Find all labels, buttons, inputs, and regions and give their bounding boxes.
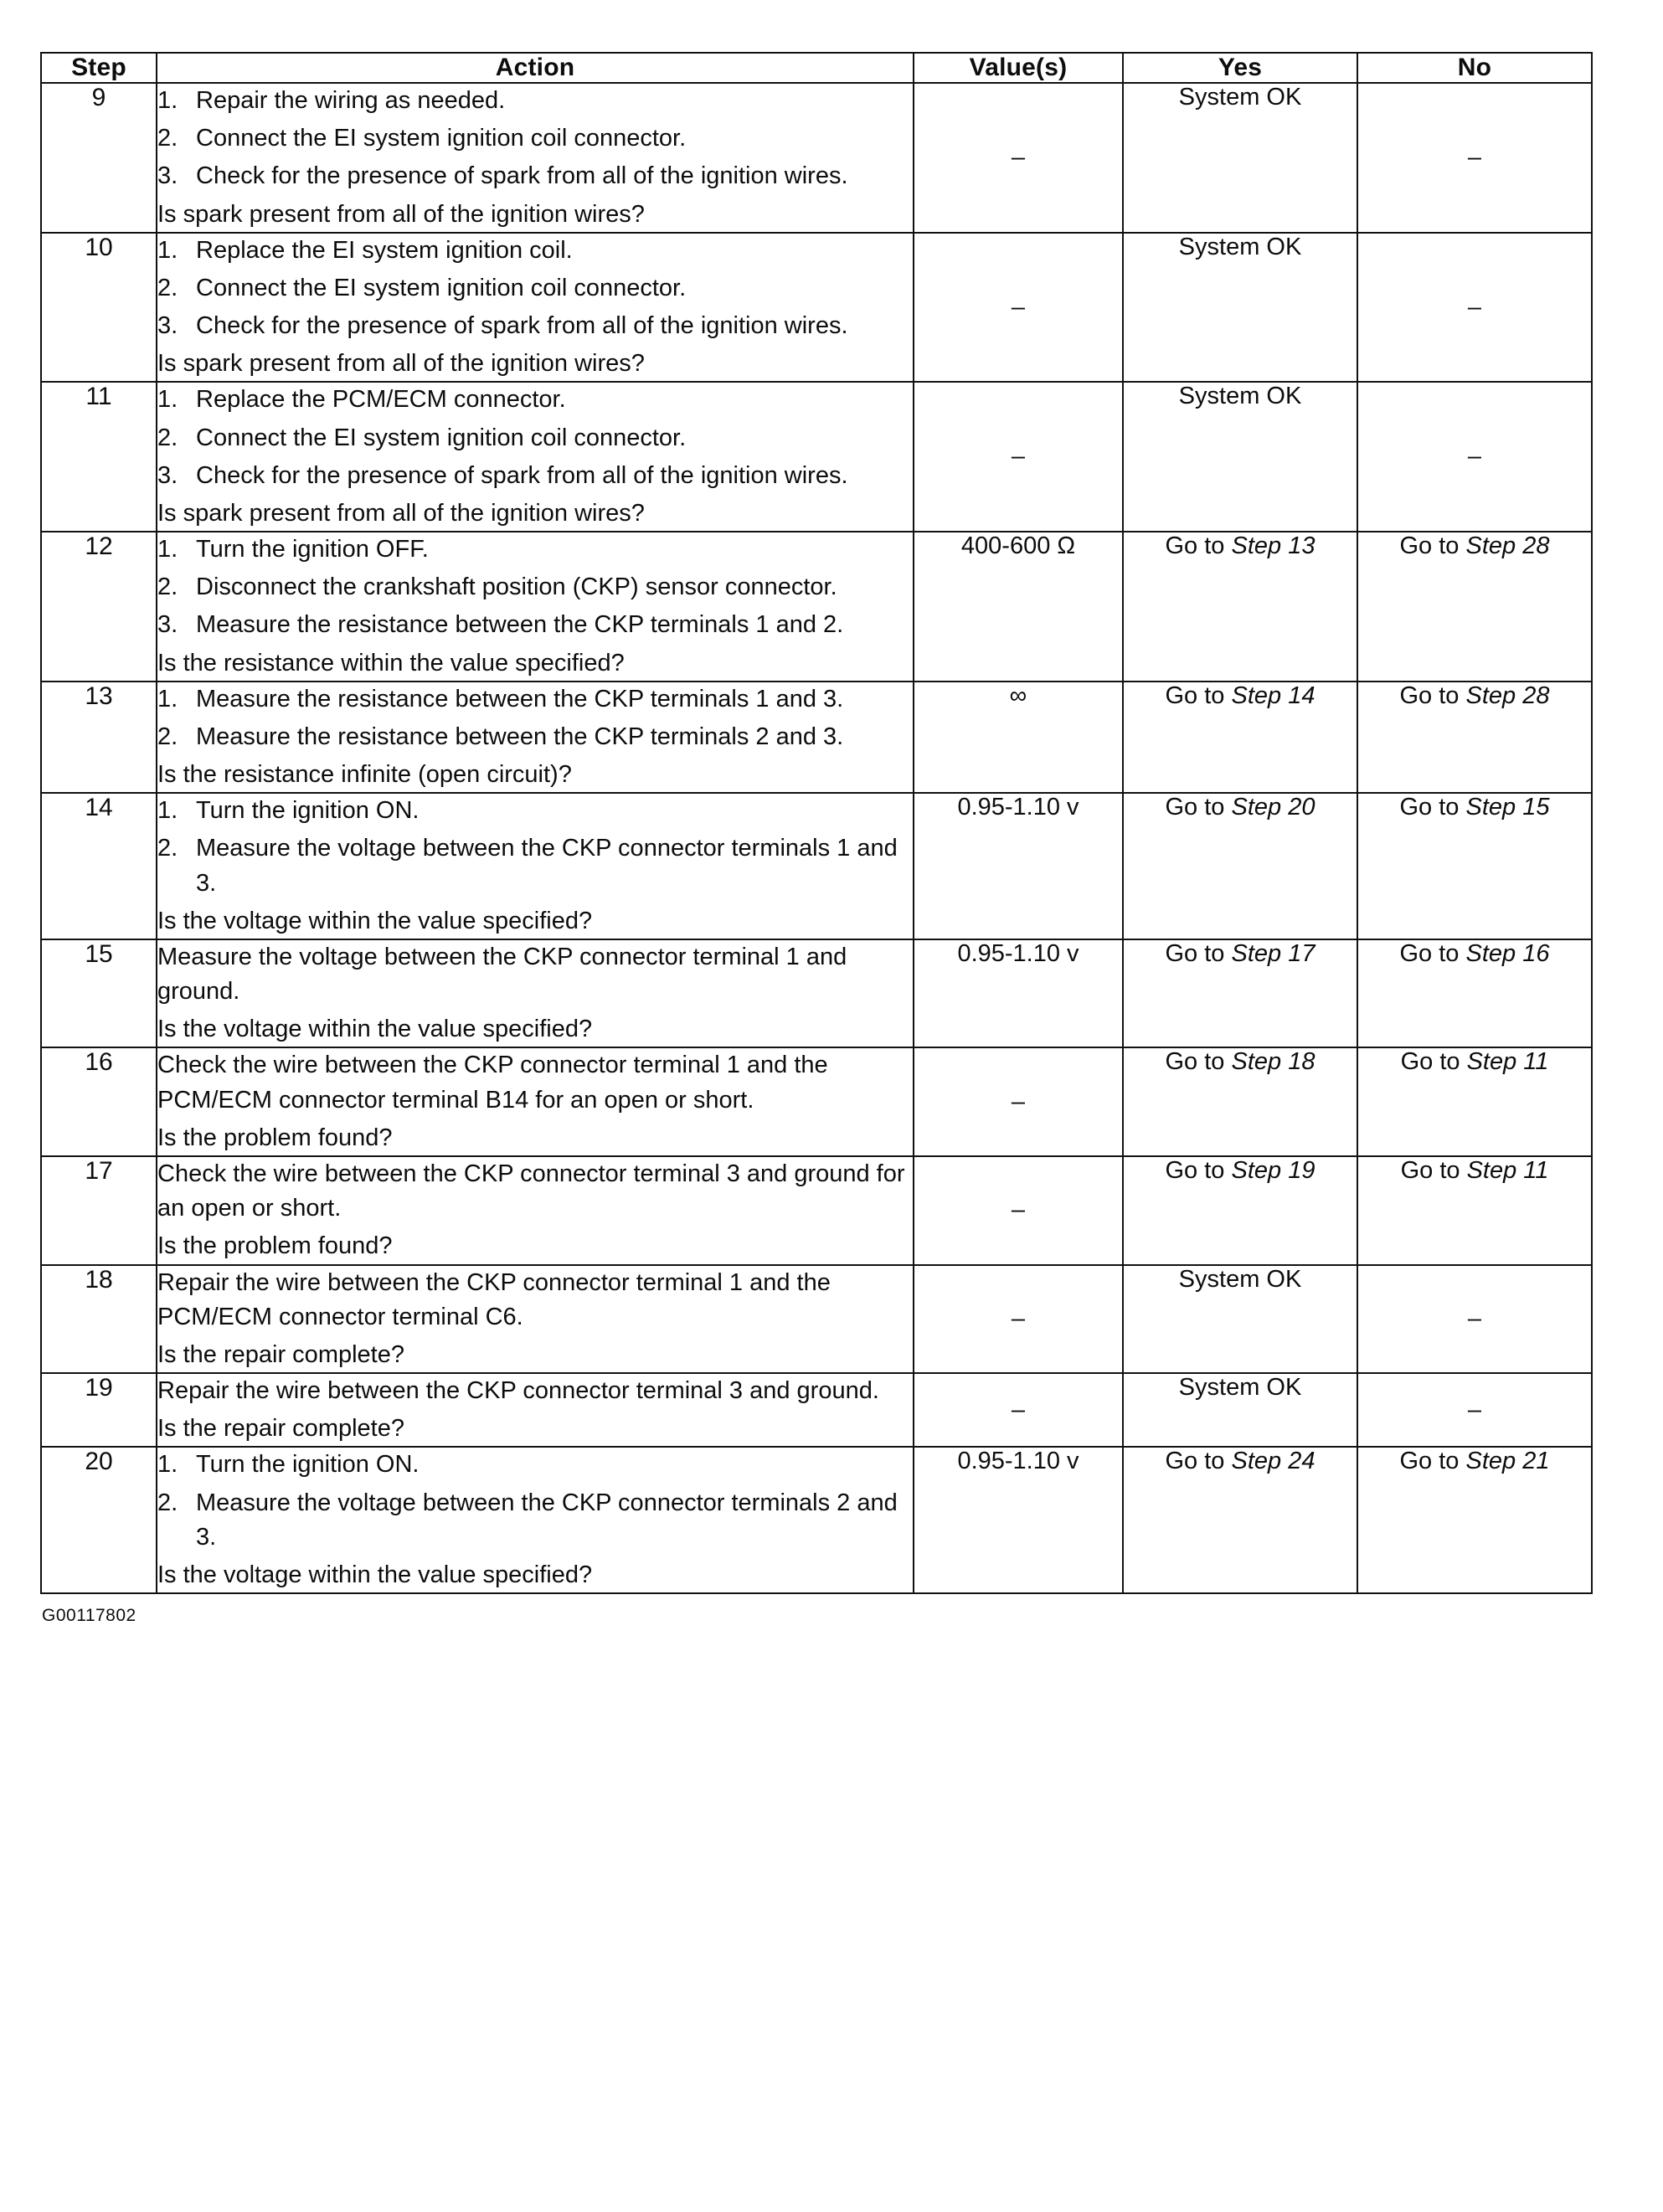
action-text: Repair the wire between the CKP connector terminal 3 and ground. xyxy=(157,1377,879,1405)
action-step-text: Turn the ignition OFF. xyxy=(196,536,429,563)
action-step-number: 2. xyxy=(157,424,178,451)
action-step-item xyxy=(157,271,913,306)
value-text: – xyxy=(1011,443,1026,471)
action-step-text: Measure the resistance between the CKP terminals 1 and 2. xyxy=(196,611,844,639)
action-step-item xyxy=(157,84,913,118)
action-step-item xyxy=(157,831,913,900)
action-question: Is the voltage within the value specified? xyxy=(157,1016,593,1043)
value-text: – xyxy=(1011,1396,1026,1423)
action-step-number: 1. xyxy=(157,797,178,825)
cell-yes xyxy=(1123,233,1357,383)
action-question: Is the repair complete? xyxy=(157,1340,404,1368)
value-text: 0.95-1.10 v xyxy=(957,794,1079,821)
cell-yes xyxy=(1123,682,1357,794)
cell-yes xyxy=(1123,1156,1357,1265)
yes-value: Go to Step 19 xyxy=(1165,1156,1315,1184)
table-row xyxy=(41,1447,1592,1593)
cell-step: 11 xyxy=(41,382,157,532)
table-row xyxy=(41,682,1592,794)
action-step-number: 1. xyxy=(157,87,178,114)
table-row xyxy=(41,1373,1592,1447)
action-question: Is spark present from all of the ignition wires? xyxy=(157,499,645,527)
yes-value: System OK xyxy=(1178,383,1302,410)
action-question: Is the problem found? xyxy=(157,1232,393,1260)
action-text: Check the wire between the CKP connector terminal 3 and ground for an open or short. xyxy=(157,1160,905,1222)
cell-yes xyxy=(1123,1447,1357,1593)
cell-action xyxy=(157,532,914,682)
cell-value xyxy=(914,1047,1123,1156)
action-step-text: Connect the EI system ignition coil connector. xyxy=(196,424,687,451)
cell-action xyxy=(157,83,914,233)
action-step-item xyxy=(157,532,913,567)
cell-yes xyxy=(1123,1373,1357,1447)
table-row xyxy=(41,1265,1592,1374)
action-question: Is the voltage within the value specified? xyxy=(157,1561,593,1588)
cell-yes xyxy=(1123,1047,1357,1156)
action-question: Is the problem found? xyxy=(157,1124,393,1151)
action-question: Is the repair complete? xyxy=(157,1415,404,1443)
no-step-reference: Step 15 xyxy=(1465,794,1550,821)
value-text: 400-600 Ω xyxy=(960,532,1076,560)
cell-no xyxy=(1357,1156,1592,1265)
cell-yes xyxy=(1123,382,1357,532)
action-question: Is the resistance infinite (open circuit)? xyxy=(157,761,572,789)
cell-step: 19 xyxy=(41,1373,157,1447)
action-step-item xyxy=(157,570,913,604)
cell-yes xyxy=(1123,83,1357,233)
no-step-reference: Step 28 xyxy=(1465,532,1550,560)
yes-value: System OK xyxy=(1178,1265,1302,1293)
no-value: – xyxy=(1467,1396,1482,1423)
no-step-reference: Step 28 xyxy=(1465,682,1550,709)
action-question: Is the voltage within the value specified? xyxy=(157,907,593,934)
cell-value xyxy=(914,1447,1123,1593)
action-step-text: Replace the PCM/ECM connector. xyxy=(196,386,566,414)
value-text: – xyxy=(1011,1304,1026,1332)
yes-value: System OK xyxy=(1178,233,1302,260)
yes-value: Go to Step 17 xyxy=(1165,939,1315,967)
cell-value xyxy=(914,382,1123,532)
cell-step: 16 xyxy=(41,1047,157,1156)
yes-value: System OK xyxy=(1178,1374,1302,1402)
cell-action xyxy=(157,939,914,1048)
action-step-number: 1. xyxy=(157,386,178,414)
table-row xyxy=(41,793,1592,939)
action-step-item xyxy=(157,459,913,493)
cell-action xyxy=(157,382,914,532)
action-text: Repair the wire between the CKP connector terminal 1 and the PCM/ECM connector terminal C6. xyxy=(157,1268,831,1330)
value-text: – xyxy=(1011,1196,1026,1224)
cell-step: 10 xyxy=(41,233,157,383)
action-step-number: 2. xyxy=(157,274,178,301)
action-step-text: Disconnect the crankshaft position (CKP) sensor connector. xyxy=(196,574,837,601)
table-row xyxy=(41,532,1592,682)
action-step-item xyxy=(157,309,913,343)
cell-no xyxy=(1357,793,1592,939)
cell-no xyxy=(1357,83,1592,233)
yes-step-reference: Step 19 xyxy=(1231,1156,1315,1184)
action-step-list xyxy=(157,383,913,493)
yes-step-reference: Step 18 xyxy=(1231,1048,1315,1076)
action-step-number: 2. xyxy=(157,723,178,750)
action-question: Is spark present from all of the ignition wires? xyxy=(157,200,645,228)
cell-no xyxy=(1357,939,1592,1048)
no-value: – xyxy=(1467,443,1482,471)
action-step-number: 2. xyxy=(157,835,178,862)
action-step-item xyxy=(157,1486,913,1555)
action-step-item xyxy=(157,234,913,268)
cell-step: 9 xyxy=(41,83,157,233)
cell-no xyxy=(1357,233,1592,383)
column-header-value: Value(s) xyxy=(914,53,1123,83)
cell-action xyxy=(157,682,914,794)
action-step-item xyxy=(157,159,913,193)
action-step-item xyxy=(157,608,913,642)
cell-step: 14 xyxy=(41,793,157,939)
no-value: Go to Step 28 xyxy=(1399,532,1550,560)
action-step-list xyxy=(157,84,913,194)
action-text: Check the wire between the CKP connector terminal 1 and the PCM/ECM connector terminal B14 for an open or short. xyxy=(157,1052,828,1114)
action-step-list xyxy=(157,234,913,344)
action-step-text: Check for the presence of spark from all of the ignition wires. xyxy=(196,312,848,340)
table-row xyxy=(41,233,1592,383)
no-step-reference: Step 16 xyxy=(1465,939,1550,967)
yes-value: System OK xyxy=(1178,84,1302,111)
action-step-list xyxy=(157,532,913,643)
table-row xyxy=(41,1156,1592,1265)
action-question: Is the resistance within the value specified? xyxy=(157,649,625,676)
yes-value: Go to Step 14 xyxy=(1165,682,1315,709)
column-header-step: Step xyxy=(41,53,157,83)
yes-step-reference: Step 24 xyxy=(1231,1448,1315,1475)
action-step-number: 3. xyxy=(157,312,178,340)
action-question: Is spark present from all of the ignition wires? xyxy=(157,350,645,378)
cell-no xyxy=(1357,1373,1592,1447)
action-step-item xyxy=(157,720,913,754)
value-text: 0.95-1.10 v xyxy=(957,939,1079,967)
action-step-number: 3. xyxy=(157,611,178,639)
cell-action xyxy=(157,1265,914,1374)
action-text: Measure the voltage between the CKP connector terminal 1 and ground. xyxy=(157,943,847,1006)
column-header-action: Action xyxy=(157,53,914,83)
action-step-text: Replace the EI system ignition coil. xyxy=(196,236,573,264)
action-step-number: 2. xyxy=(157,125,178,152)
value-text: – xyxy=(1011,143,1026,171)
no-value: Go to Step 15 xyxy=(1399,794,1550,821)
cell-no xyxy=(1357,1265,1592,1374)
cell-step: 18 xyxy=(41,1265,157,1374)
yes-value: Go to Step 20 xyxy=(1165,794,1315,821)
no-value: Go to Step 21 xyxy=(1399,1448,1550,1475)
no-step-reference: Step 21 xyxy=(1465,1448,1550,1475)
action-step-text: Measure the voltage between the CKP connector terminals 1 and 3. xyxy=(196,835,898,897)
action-step-text: Turn the ignition ON. xyxy=(196,1451,420,1479)
cell-no xyxy=(1357,532,1592,682)
yes-value: Go to Step 24 xyxy=(1165,1448,1315,1475)
action-step-item xyxy=(157,682,913,717)
cell-action xyxy=(157,1047,914,1156)
header-row xyxy=(41,53,1592,83)
column-header-yes: Yes xyxy=(1123,53,1357,83)
cell-action xyxy=(157,233,914,383)
yes-value: Go to Step 13 xyxy=(1165,532,1315,560)
cell-no xyxy=(1357,1447,1592,1593)
value-text: – xyxy=(1011,1088,1026,1115)
cell-step: 17 xyxy=(41,1156,157,1265)
yes-step-reference: Step 13 xyxy=(1231,532,1315,560)
no-value: Go to Step 16 xyxy=(1399,939,1550,967)
action-step-number: 1. xyxy=(157,1451,178,1479)
cell-value xyxy=(914,532,1123,682)
yes-step-reference: Step 14 xyxy=(1231,682,1315,709)
yes-value: Go to Step 18 xyxy=(1165,1048,1315,1076)
action-step-number: 3. xyxy=(157,461,178,489)
cell-value xyxy=(914,939,1123,1048)
cell-no xyxy=(1357,1047,1592,1156)
cell-step: 12 xyxy=(41,532,157,682)
cell-yes xyxy=(1123,939,1357,1048)
action-step-number: 1. xyxy=(157,236,178,264)
no-value: – xyxy=(1467,1304,1482,1332)
no-value: Go to Step 11 xyxy=(1400,1156,1549,1184)
cell-value xyxy=(914,1265,1123,1374)
no-value: Go to Step 28 xyxy=(1399,682,1550,709)
no-value: – xyxy=(1467,293,1482,321)
cell-step: 20 xyxy=(41,1447,157,1593)
value-text: – xyxy=(1011,293,1026,321)
cell-step: 15 xyxy=(41,939,157,1048)
cell-yes xyxy=(1123,1265,1357,1374)
table-row xyxy=(41,382,1592,532)
table-row xyxy=(41,83,1592,233)
table-header xyxy=(41,53,1592,83)
action-step-number: 2. xyxy=(157,574,178,601)
action-step-item xyxy=(157,383,913,417)
action-step-text: Check for the presence of spark from all of the ignition wires. xyxy=(196,461,848,489)
action-step-text: Measure the resistance between the CKP terminals 1 and 3. xyxy=(196,685,844,712)
action-step-number: 2. xyxy=(157,1489,178,1516)
table-body xyxy=(41,83,1592,1593)
action-step-item xyxy=(157,794,913,828)
action-step-list xyxy=(157,794,913,901)
cell-no xyxy=(1357,682,1592,794)
value-text: 0.95-1.10 v xyxy=(957,1448,1079,1475)
action-step-number: 3. xyxy=(157,162,178,190)
yes-step-reference: Step 17 xyxy=(1231,939,1315,967)
cell-value xyxy=(914,233,1123,383)
action-step-text: Repair the wiring as needed. xyxy=(196,87,506,114)
cell-value xyxy=(914,682,1123,794)
action-step-number: 1. xyxy=(157,536,178,563)
table-row xyxy=(41,939,1592,1048)
action-step-text: Connect the EI system ignition coil connector. xyxy=(196,274,687,301)
cell-no xyxy=(1357,382,1592,532)
no-value: Go to Step 11 xyxy=(1400,1048,1549,1076)
action-step-text: Measure the voltage between the CKP connector terminals 2 and 3. xyxy=(196,1489,898,1551)
value-text: ∞ xyxy=(1009,682,1027,709)
action-step-text: Check for the presence of spark from all of the ignition wires. xyxy=(196,162,848,190)
diagnostic-table xyxy=(40,52,1593,1594)
cell-action xyxy=(157,1373,914,1447)
cell-value xyxy=(914,1156,1123,1265)
cell-value xyxy=(914,1373,1123,1447)
column-header-no: No xyxy=(1357,53,1592,83)
no-value: – xyxy=(1467,143,1482,171)
cell-action xyxy=(157,1447,914,1593)
action-step-text: Connect the EI system ignition coil connector. xyxy=(196,125,687,152)
cell-value xyxy=(914,83,1123,233)
document-code: G00117802 xyxy=(42,1606,136,1626)
action-step-item xyxy=(157,421,913,455)
cell-step: 13 xyxy=(41,682,157,794)
cell-action xyxy=(157,1156,914,1265)
no-step-reference: Step 11 xyxy=(1466,1048,1549,1076)
cell-yes xyxy=(1123,793,1357,939)
action-step-text: Measure the resistance between the CKP terminals 2 and 3. xyxy=(196,723,844,750)
cell-action xyxy=(157,793,914,939)
action-step-item xyxy=(157,121,913,156)
table-row xyxy=(41,1047,1592,1156)
no-step-reference: Step 11 xyxy=(1466,1156,1549,1184)
action-step-text: Turn the ignition ON. xyxy=(196,797,420,825)
action-step-list xyxy=(157,682,913,754)
action-step-list xyxy=(157,1448,913,1555)
action-step-item xyxy=(157,1448,913,1482)
cell-yes xyxy=(1123,532,1357,682)
yes-step-reference: Step 20 xyxy=(1231,794,1315,821)
cell-value xyxy=(914,793,1123,939)
action-step-number: 1. xyxy=(157,685,178,712)
